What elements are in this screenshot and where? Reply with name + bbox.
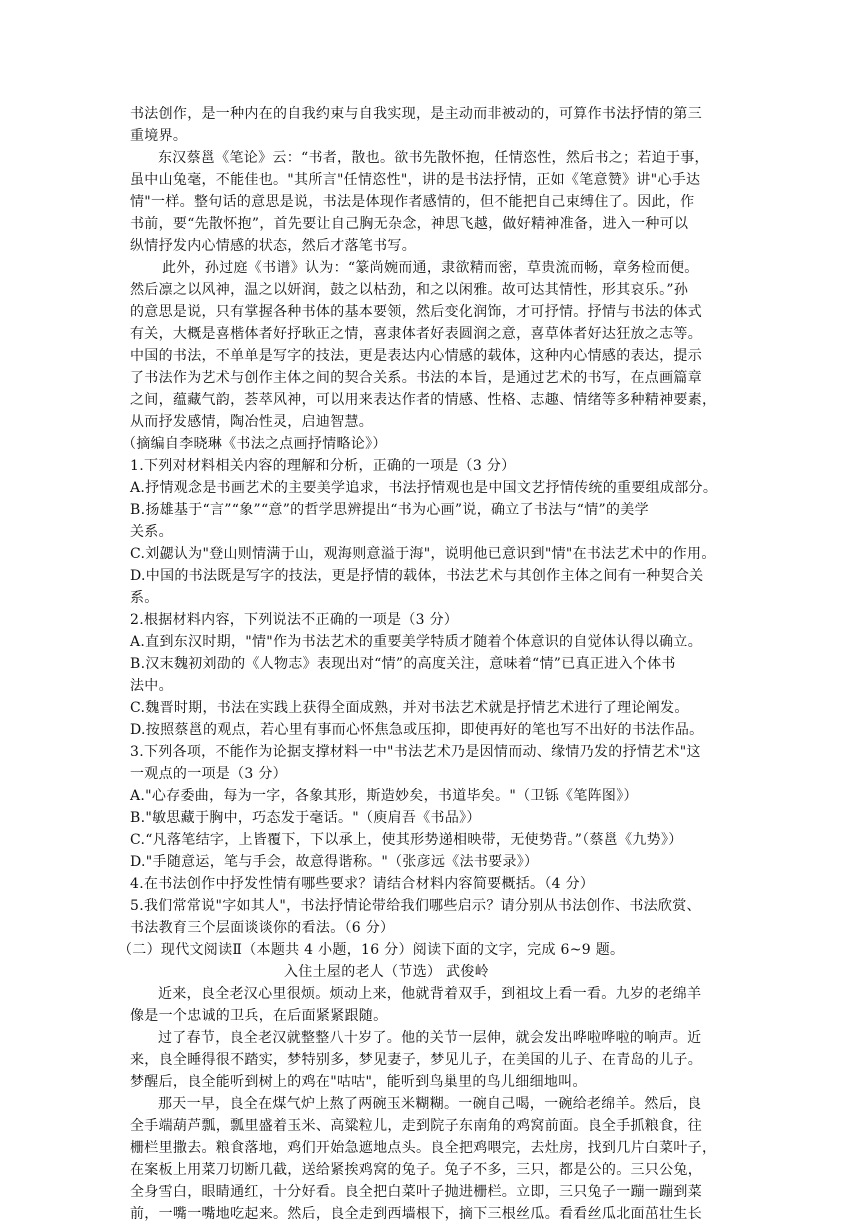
story-title: 入住土屋的老人（节选） 武俊岭 xyxy=(284,964,489,980)
question-4: 4.在书法创作中抒发性情有哪些要求？请结合材料内容简要概括。（4 分） xyxy=(130,876,595,892)
story-line: 前，一嘴一嘴地吃起来。然后，良全走到西墙根下，摘下三根丝瓜。看看丝瓜北面茁壮生长 xyxy=(130,1206,702,1222)
option-line: 关系。 xyxy=(130,524,173,540)
question-2: 2.根据材料内容，下列说法不正确的一项是（3 分） xyxy=(130,612,459,628)
body-line: 的意思是说，只有掌握各种书体的基本要领，然后变化润饰，才可抒情。抒情与书法的体式 xyxy=(130,304,702,320)
question-3: 一观点的一项是（3 分） xyxy=(130,766,287,782)
option-line: C.“凡落笔结字，上皆覆下，下以承上，使其形势递相映带，无使势背。”（蔡邕《九势》） xyxy=(130,832,683,848)
story-line: 近来，良全老汉心里很烦。烦动上来，他就背着双手，到祖坟上看一看。九岁的老绵羊 xyxy=(158,986,702,1002)
body-line: 然后凛之以风神，温之以妍润，鼓之以枯劲，和之以闲雅。故可达其情性，形其哀乐。”孙 xyxy=(130,282,689,298)
body-line: 情"一样。整句话的意思是说，书法是体现作者感情的，但不能把自己束缚住了。因此，作 xyxy=(130,194,695,210)
option-line: B.扬雄基于“言”“象”“意”的哲学思辨提出“书为心画”说，确立了书法与“情”的美学 xyxy=(130,502,649,518)
option-line: 系。 xyxy=(130,590,159,606)
body-line: 东汉蔡邕《笔论》云：“书者，散也。欲书先散怀抱，任情恣性，然后书之；若迫于事， xyxy=(158,150,709,166)
body-line: 中国的书法，不单单是写字的技法，更是表达内心情感的载体，这种内心情感的表达，提示 xyxy=(130,348,702,364)
story-line: 全手端葫芦瓢，瓢里盛着玉米、高粱粒儿，走到院子东南角的鸡窝前面。良全手抓粮食，往 xyxy=(130,1118,702,1134)
body-line: 虽中山兔毫，不能佳也。"其所言"任情恣性"，讲的是书法抒情，正如《笔意赞》讲"心手达 xyxy=(130,172,701,188)
story-line: 过了春节，良全老汉就整整八十岁了。他的关节一层伸，就会发出哗啦哗啦的响声。近 xyxy=(158,1030,702,1046)
story-line: 梦醒后，良全能听到树上的鸡在"咕咕"，能听到鸟巢里的鸟儿细细地叫。 xyxy=(130,1074,587,1090)
question-3: 3.下列各项，不能作为论据支撑材料一中"书法艺术乃是因情而动、缘情乃发的抒情艺术"这 xyxy=(130,744,701,760)
body-line: 书前，要“先散怀抱”，首先要让自己胸无杂念，神思飞越，做好精神准备，进入一种可以 xyxy=(130,216,689,232)
question-5: 书法教育三个层面谈谈你的看法。（6 分） xyxy=(130,920,395,936)
option-line: C.魏晋时期，书法在实践上获得全面成熟，并对书法艺术就是抒情艺术进行了理论阐发。 xyxy=(130,700,689,716)
option-line: A.抒情观念是书画艺术的主要美学追求，书法抒情观也是中国文艺抒情传统的重要组成部分。 xyxy=(130,480,718,496)
option-line: C.刘勰认为"登山则情满于山，观海则意溢于海"，说明他已意识到"情"在书法艺术中的作用。 xyxy=(130,546,716,562)
story-line: 在案板上用菜刀切断几截，送给紧挨鸡窝的兔子。兔子不多，三只，都是公的。三只公兔， xyxy=(130,1162,702,1178)
option-line: D."手随意运，笔与手会，故意得谐称。"（张彦远《法书要录》） xyxy=(130,854,539,870)
option-line: A.直到东汉时期，"情"作为书法艺术的重要美学特质才随着个体意识的自觉体认得以确立。 xyxy=(130,634,703,650)
option-line: D.按照蔡邕的观点，若心里有事而心怀焦急或压抑，即使再好的笔也写不出好的书法作品。 xyxy=(130,722,704,738)
body-line: 有关，大概是喜楷体者好抒耿正之情，喜隶体者好表圆润之意，喜草体者好达狂放之志等。 xyxy=(130,326,702,342)
option-line: B.汉末魏初刘劭的《人物志》表现出对“情”的高度关注，意味着“情”已真正进入个体书 xyxy=(130,656,676,672)
body-line: 了书法作为艺术与创作主体之间的契合关系。书法的本旨，是通过艺术的书写，在点画篇章 xyxy=(130,370,702,386)
body-line: 从而抒发感情，陶冶性灵，启迪智慧。 xyxy=(130,414,374,430)
story-line: 栅栏里撒去。粮食落地，鸡们开始急遮地点头。良全把鸡喂完，去灶房，找到几片白菜叶子， xyxy=(130,1140,717,1156)
body-line: 之间，蕴藏气韵，荟萃风神，可以用来表达作者的情感、性格、志趣、情绪等多种精神要素， xyxy=(130,392,717,408)
body-line: 纵情抒发内心情感的状态，然后才落笔书写。 xyxy=(130,238,416,254)
body-line: 重境界。 xyxy=(130,128,188,144)
story-line: 像是一个忠诚的卫兵，在后面紧紧跟随。 xyxy=(130,1008,388,1024)
source-citation: （摘编自李晓琳《书法之点画抒情略论》） xyxy=(122,436,387,452)
option-line: D.中国的书法既是写字的技法，更是抒情的载体，书法艺术与其创作主体之间有一种契合关 xyxy=(130,568,704,584)
question-5: 5.我们常常说"字如其人"，书法抒情论带给我们哪些启示？请分别从书法创作、书法欣赏、 xyxy=(130,898,701,914)
body-line: 此外，孙过庭《书谱》认为：“篆尚婉而通，隶欲精而密，草贵流而畅，章务检而便。 xyxy=(162,260,699,276)
option-line: B."敏思藏于胸中，巧态发于毫话。"（庾肩吾《书品》） xyxy=(130,810,481,826)
story-line: 那天一早，良全在煤气炉上熬了两碗玉米糊糊。一碗自己喝，一碗给老绵羊。然后，良 xyxy=(158,1096,702,1112)
question-1: 1.下列对材料相关内容的理解和分析，正确的一项是（3 分） xyxy=(130,458,516,474)
option-line: 法中。 xyxy=(130,678,173,694)
story-line: 来，良全睡得很不踏实，梦特别多，梦见妻子，梦见儿子，在美国的儿子、在青岛的儿子。 xyxy=(130,1052,702,1068)
section-heading: （二）现代文阅读Ⅱ（本题共 4 小题，16 分）阅读下面的文字，完成 6~9 题。 xyxy=(118,942,625,958)
body-line: 书法创作，是一种内在的自我约束与自我实现，是主动而非被动的，可算作书法抒情的第三 xyxy=(130,106,702,122)
story-line: 全身雪白，眼睛通红，十分好看。良全把白菜叶子抛进栅栏。立即，三只兔子一蹦一蹦到菜 xyxy=(130,1184,702,1200)
option-line: A."心存委曲，每为一字，各象其形，斯造妙矣，书道毕矣。"（卫铄《笔阵图》） xyxy=(130,788,638,804)
